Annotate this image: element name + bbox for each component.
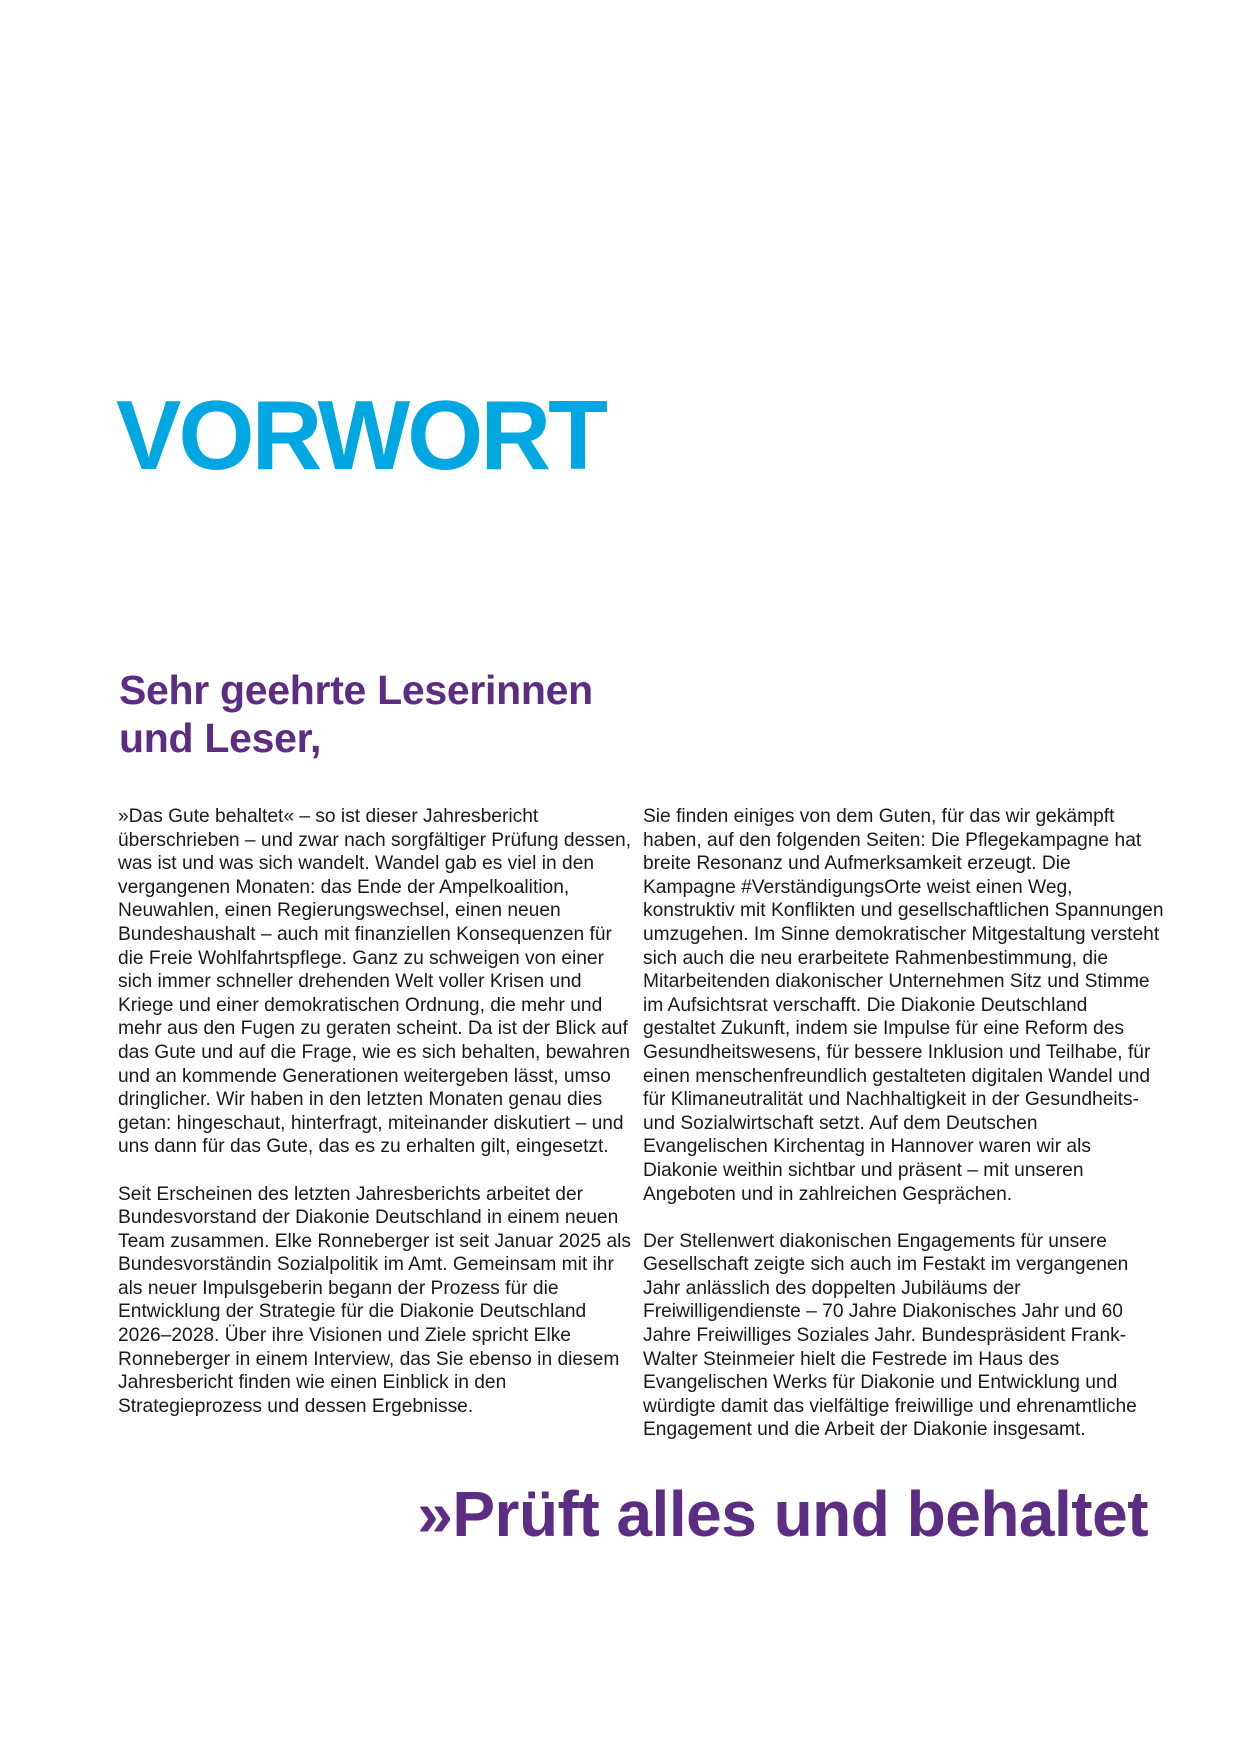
- body-column-left: [118, 805, 638, 1442]
- paragraph-left-2: Seit Erscheinen des letzten Jahresberichts arbeitet der Bundesvorstand der Diakonie Deutschland in einem neuen Team zusammen. Elke Ronneberger ist seit Januar 2025 als Bundesvorständin Sozialpolitik im Amt. Gemeinsam mit ihr als neuer Impulsgeberin begann der Prozess für die Entwicklung der Strategie für die Diakonie Deutschland 2026–2028. Über ihre Visionen und Ziele spricht Elke Ronneberger in einem Interview, das Sie ebenso in diesem Jahresbericht finden wie einen Einblick in den Strategieprozess und dessen Ergebnisse.: [118, 1183, 631, 1417]
- body-column-right: [643, 805, 1165, 1466]
- paragraph-right-2: Der Stellenwert diakonischen Engagements für unsere Gesellschaft zeigte sich auch im Festakt im vergangenen Jahr anlässlich des doppelten Jubiläums der Freiwilligendienste – 70 Jahre Diakonisches Jahr und 60 Jahre Freiwilliges Soziales Jahr. Bundespräsident Frank-Walter Steinmeier hielt die Festrede im Haus des Evangelischen Werks für Diakonie und Entwicklung und würdigte damit das vielfältige freiwillige und ehrenamtliche Engagement und die Arbeit der Diakonie insgesamt.: [643, 1230, 1137, 1441]
- pull-quote: »Prüft alles und behaltet: [417, 1478, 1148, 1550]
- page-title: VORWORT: [116, 380, 605, 490]
- paragraph-left-1: »Das Gute behaltet« – so ist dieser Jahresbericht überschrieben – und zwar nach sorgfältiger Prüfung dessen, was ist und was sich wandelt. Wandel gab es viel in den vergangenen Monaten: das Ende der Ampelkoalition, Neuwahlen, einen Regierungswechsel, einen neuen Bundeshaushalt – auch mit finanziellen Konsequenzen für die Freie Wohlfahrtspflege. Ganz zu schweigen von einer sich immer schneller drehenden Welt voller Krisen und Kriege und einer demokratischen Ordnung, die mehr und mehr aus den Fugen zu geraten scheint. Da ist der Blick auf das Gute und auf die Frage, wie es sich behalten, bewahren und an kommende Generationen weitergeben lässt, umso dringlicher. Wir haben in den letzten Monaten genau dies getan: hingeschaut, hinterfragt, miteinander diskutiert – und uns dann für das Gute, das es zu erhalten gilt, eingesetzt.: [118, 806, 632, 1158]
- salutation-heading: [119, 666, 679, 762]
- paragraph-right-1: Sie finden einiges von dem Guten, für das wir gekämpft haben, auf den folgenden Seiten: Die Pflegekampagne hat breite Resonanz und Aufmerksamkeit erzeugt. Die Kampagne #VerständigungsOrte weist einen Weg, konstruktiv mit Konflikten und gesellschaftlichen Spannungen umzugehen. Im Sinne demokratischer Mitgestaltung versteht sich auch die neu erarbeitete Rahmenbestimmung, die Mitarbeitenden diakonischer Unternehmen Sitz und Stimme im Aufsichtsrat verschafft. Die Diakonie Deutschland gestaltet Zukunft, indem sie Impulse für eine Reform des Gesundheitswesens, für bessere Inklusion und Teilhabe, für einen menschenfreundlich gestalteten digitalen Wandel und für Klimaneutralität und Nachhaltigkeit in der Gesundheits- und Sozialwirtschaft setzt. Auf dem Deutschen Evangelischen Kirchentag in Hannover waren wir als Diakonie weithin sichtbar und präsent – mit unseren Angeboten und in zahlreichen Gesprächen.: [643, 806, 1164, 1205]
- salutation-line-1: Sehr geehrte Leserinnen: [119, 667, 593, 713]
- salutation-line-2: und Leser,: [119, 715, 322, 761]
